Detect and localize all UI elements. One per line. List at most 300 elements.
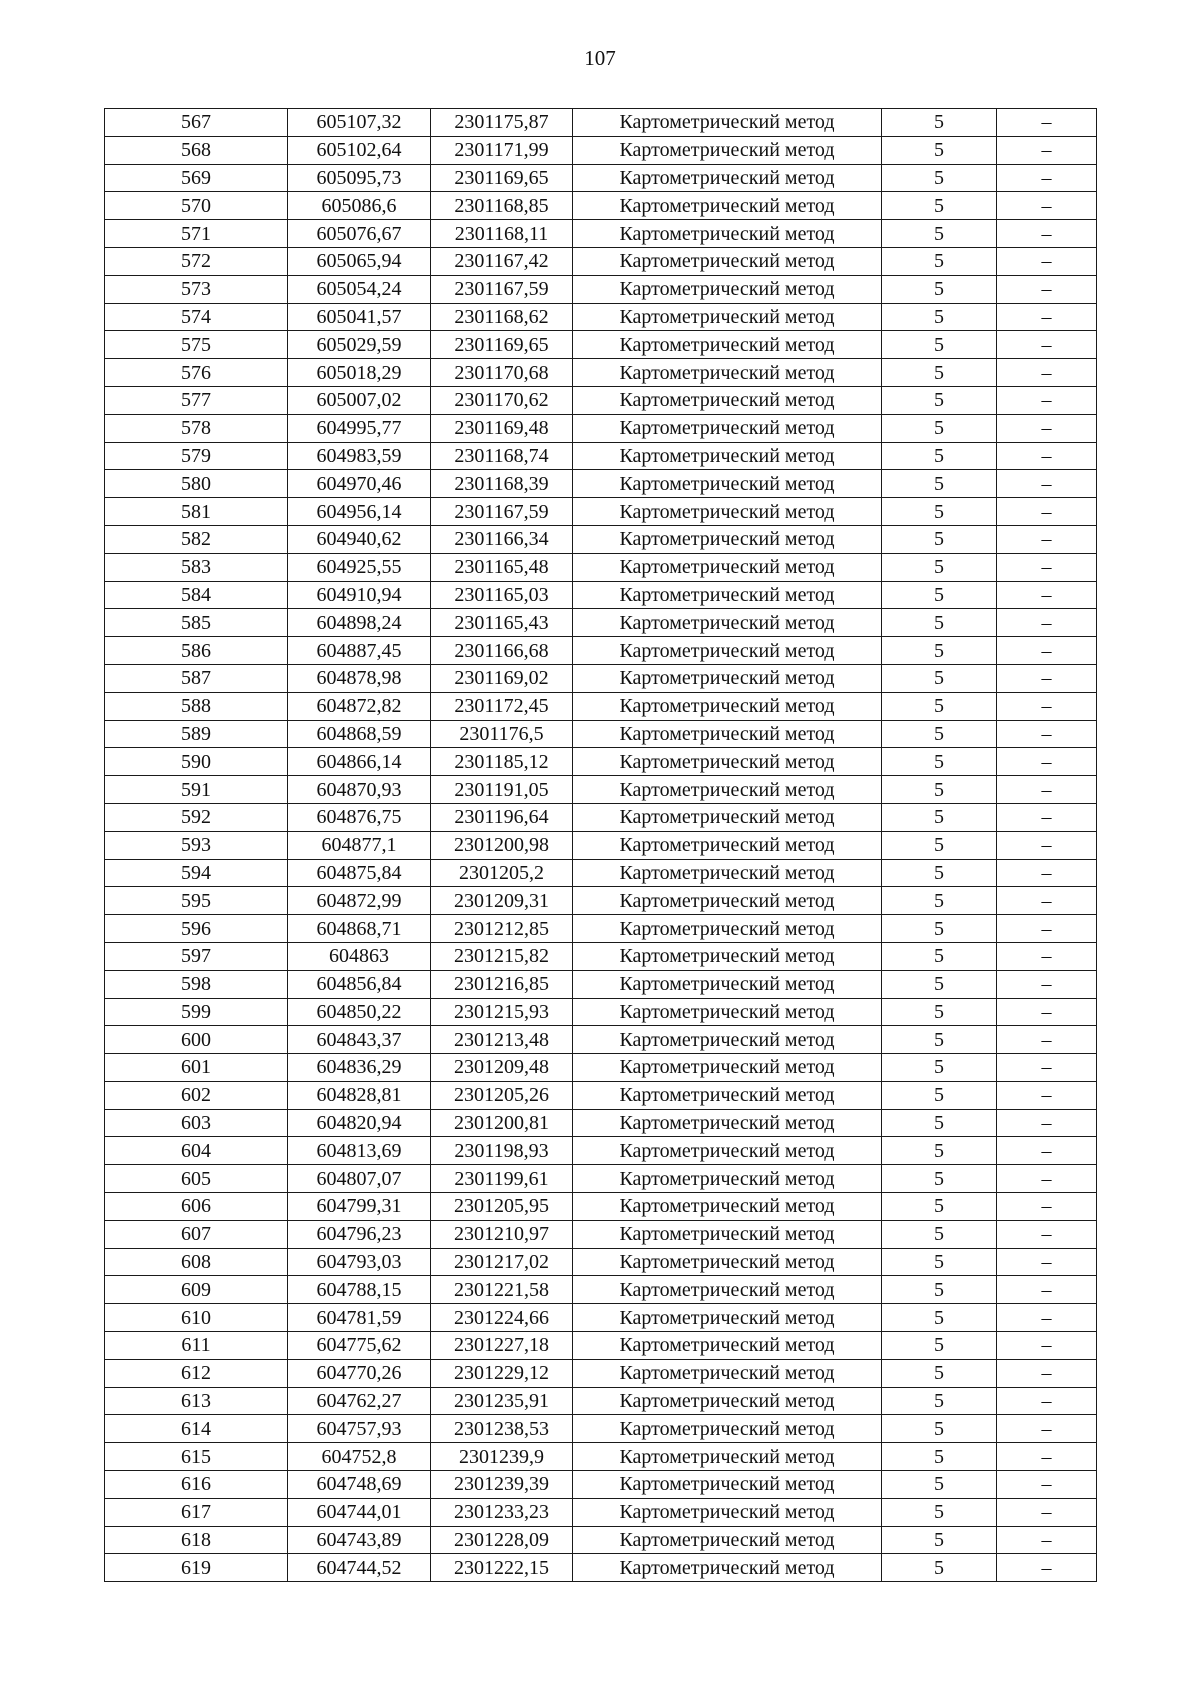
point-number-cell: 602: [105, 1081, 288, 1109]
dash-cell: –: [997, 442, 1097, 470]
table-row: [105, 1193, 1097, 1221]
table-body: [105, 109, 1097, 1582]
point-number-cell: 597: [105, 942, 288, 970]
table-row: [105, 1471, 1097, 1499]
dash-cell: –: [997, 386, 1097, 414]
x-coordinate-cell: 605007,02: [288, 386, 431, 414]
x-coordinate-cell: 605102,64: [288, 136, 431, 164]
x-coordinate-cell: 604995,77: [288, 414, 431, 442]
point-number-cell: 582: [105, 525, 288, 553]
y-coordinate-cell: 2301169,65: [431, 164, 573, 192]
accuracy-cell: 5: [882, 1359, 997, 1387]
y-coordinate-cell: 2301200,81: [431, 1109, 573, 1137]
dash-cell: –: [997, 1332, 1097, 1360]
dash-cell: –: [997, 414, 1097, 442]
x-coordinate-cell: 604970,46: [288, 470, 431, 498]
table-row: [105, 109, 1097, 137]
table-row: [105, 553, 1097, 581]
dash-cell: –: [997, 887, 1097, 915]
point-number-cell: 616: [105, 1471, 288, 1499]
dash-cell: –: [997, 1471, 1097, 1499]
accuracy-cell: 5: [882, 720, 997, 748]
accuracy-cell: 5: [882, 164, 997, 192]
point-number-cell: 586: [105, 637, 288, 665]
accuracy-cell: 5: [882, 136, 997, 164]
accuracy-cell: 5: [882, 1248, 997, 1276]
dash-cell: –: [997, 303, 1097, 331]
x-coordinate-cell: 604807,07: [288, 1165, 431, 1193]
y-coordinate-cell: 2301168,74: [431, 442, 573, 470]
accuracy-cell: 5: [882, 609, 997, 637]
x-coordinate-cell: 604843,37: [288, 1026, 431, 1054]
x-coordinate-cell: 604793,03: [288, 1248, 431, 1276]
accuracy-cell: 5: [882, 1332, 997, 1360]
method-cell: Картометрический метод: [573, 1193, 882, 1221]
method-cell: Картометрический метод: [573, 1498, 882, 1526]
x-coordinate-cell: 605054,24: [288, 275, 431, 303]
table-row: [105, 1054, 1097, 1082]
y-coordinate-cell: 2301228,09: [431, 1526, 573, 1554]
y-coordinate-cell: 2301212,85: [431, 915, 573, 943]
table-row: [105, 1554, 1097, 1582]
table-row: [105, 637, 1097, 665]
x-coordinate-cell: 604748,69: [288, 1471, 431, 1499]
accuracy-cell: 5: [882, 498, 997, 526]
accuracy-cell: 5: [882, 1415, 997, 1443]
point-number-cell: 585: [105, 609, 288, 637]
x-coordinate-cell: 604788,15: [288, 1276, 431, 1304]
accuracy-cell: 5: [882, 1220, 997, 1248]
accuracy-cell: 5: [882, 803, 997, 831]
method-cell: Картометрический метод: [573, 414, 882, 442]
x-coordinate-cell: 605029,59: [288, 331, 431, 359]
table-row: [105, 136, 1097, 164]
table-row: [105, 915, 1097, 943]
accuracy-cell: 5: [882, 692, 997, 720]
accuracy-cell: 5: [882, 359, 997, 387]
method-cell: Картометрический метод: [573, 1526, 882, 1554]
dash-cell: –: [997, 275, 1097, 303]
y-coordinate-cell: 2301167,59: [431, 498, 573, 526]
dash-cell: –: [997, 1109, 1097, 1137]
x-coordinate-cell: 604876,75: [288, 803, 431, 831]
accuracy-cell: 5: [882, 1081, 997, 1109]
method-cell: Картометрический метод: [573, 220, 882, 248]
dash-cell: –: [997, 1193, 1097, 1221]
accuracy-cell: 5: [882, 942, 997, 970]
table-row: [105, 359, 1097, 387]
y-coordinate-cell: 2301166,34: [431, 525, 573, 553]
method-cell: Картометрический метод: [573, 359, 882, 387]
x-coordinate-cell: 604872,99: [288, 887, 431, 915]
table-row: [105, 581, 1097, 609]
dash-cell: –: [997, 1220, 1097, 1248]
accuracy-cell: 5: [882, 1554, 997, 1582]
accuracy-cell: 5: [882, 1026, 997, 1054]
dash-cell: –: [997, 1526, 1097, 1554]
accuracy-cell: 5: [882, 414, 997, 442]
point-number-cell: 604: [105, 1137, 288, 1165]
dash-cell: –: [997, 1498, 1097, 1526]
method-cell: Картометрический метод: [573, 1471, 882, 1499]
point-number-cell: 588: [105, 692, 288, 720]
x-coordinate-cell: 604744,52: [288, 1554, 431, 1582]
table-row: [105, 776, 1097, 804]
method-cell: Картометрический метод: [573, 664, 882, 692]
table-row: [105, 1415, 1097, 1443]
method-cell: Картометрический метод: [573, 831, 882, 859]
method-cell: Картометрический метод: [573, 1248, 882, 1276]
table-row: [105, 275, 1097, 303]
point-number-cell: 613: [105, 1387, 288, 1415]
method-cell: Картометрический метод: [573, 470, 882, 498]
table-row: [105, 220, 1097, 248]
method-cell: Картометрический метод: [573, 1359, 882, 1387]
accuracy-cell: 5: [882, 748, 997, 776]
accuracy-cell: 5: [882, 386, 997, 414]
accuracy-cell: 5: [882, 664, 997, 692]
method-cell: Картометрический метод: [573, 1554, 882, 1582]
point-number-cell: 581: [105, 498, 288, 526]
x-coordinate-cell: 604863: [288, 942, 431, 970]
method-cell: Картометрический метод: [573, 803, 882, 831]
dash-cell: –: [997, 692, 1097, 720]
point-number-cell: 592: [105, 803, 288, 831]
y-coordinate-cell: 2301167,42: [431, 247, 573, 275]
dash-cell: –: [997, 1304, 1097, 1332]
method-cell: Картометрический метод: [573, 776, 882, 804]
table-row: [105, 386, 1097, 414]
accuracy-cell: 5: [882, 1109, 997, 1137]
method-cell: Картометрический метод: [573, 998, 882, 1026]
x-coordinate-cell: 604875,84: [288, 859, 431, 887]
x-coordinate-cell: 604887,45: [288, 637, 431, 665]
accuracy-cell: 5: [882, 581, 997, 609]
accuracy-cell: 5: [882, 275, 997, 303]
x-coordinate-cell: 604872,82: [288, 692, 431, 720]
y-coordinate-cell: 2301215,93: [431, 998, 573, 1026]
point-number-cell: 612: [105, 1359, 288, 1387]
dash-cell: –: [997, 915, 1097, 943]
table-row: [105, 1498, 1097, 1526]
x-coordinate-cell: 604796,23: [288, 1220, 431, 1248]
y-coordinate-cell: 2301239,39: [431, 1471, 573, 1499]
x-coordinate-cell: 604752,8: [288, 1443, 431, 1471]
y-coordinate-cell: 2301169,02: [431, 664, 573, 692]
table-row: [105, 442, 1097, 470]
point-number-cell: 570: [105, 192, 288, 220]
table-row: [105, 303, 1097, 331]
method-cell: Картометрический метод: [573, 247, 882, 275]
method-cell: Картометрический метод: [573, 1165, 882, 1193]
point-number-cell: 607: [105, 1220, 288, 1248]
y-coordinate-cell: 2301168,62: [431, 303, 573, 331]
dash-cell: –: [997, 720, 1097, 748]
table-row: [105, 1332, 1097, 1360]
y-coordinate-cell: 2301198,93: [431, 1137, 573, 1165]
y-coordinate-cell: 2301185,12: [431, 748, 573, 776]
accuracy-cell: 5: [882, 331, 997, 359]
accuracy-cell: 5: [882, 915, 997, 943]
method-cell: Картометрический метод: [573, 942, 882, 970]
table-row: [105, 192, 1097, 220]
y-coordinate-cell: 2301221,58: [431, 1276, 573, 1304]
dash-cell: –: [997, 1554, 1097, 1582]
method-cell: Картометрический метод: [573, 609, 882, 637]
accuracy-cell: 5: [882, 637, 997, 665]
x-coordinate-cell: 604868,71: [288, 915, 431, 943]
accuracy-cell: 5: [882, 220, 997, 248]
dash-cell: –: [997, 164, 1097, 192]
point-number-cell: 609: [105, 1276, 288, 1304]
accuracy-cell: 5: [882, 776, 997, 804]
page-number: 107: [584, 46, 616, 70]
point-number-cell: 591: [105, 776, 288, 804]
y-coordinate-cell: 2301165,43: [431, 609, 573, 637]
method-cell: Картометрический метод: [573, 1276, 882, 1304]
dash-cell: –: [997, 831, 1097, 859]
dash-cell: –: [997, 609, 1097, 637]
table-row: [105, 1109, 1097, 1137]
x-coordinate-cell: 604925,55: [288, 553, 431, 581]
table-row: [105, 970, 1097, 998]
y-coordinate-cell: 2301209,31: [431, 887, 573, 915]
x-coordinate-cell: 604743,89: [288, 1526, 431, 1554]
y-coordinate-cell: 2301239,9: [431, 1443, 573, 1471]
accuracy-cell: 5: [882, 442, 997, 470]
dash-cell: –: [997, 109, 1097, 137]
y-coordinate-cell: 2301168,39: [431, 470, 573, 498]
method-cell: Картометрический метод: [573, 1220, 882, 1248]
method-cell: Картометрический метод: [573, 1081, 882, 1109]
accuracy-cell: 5: [882, 1054, 997, 1082]
x-coordinate-cell: 604775,62: [288, 1332, 431, 1360]
x-coordinate-cell: 605107,32: [288, 109, 431, 137]
x-coordinate-cell: 604898,24: [288, 609, 431, 637]
table-row: [105, 331, 1097, 359]
dash-cell: –: [997, 136, 1097, 164]
table-row: [105, 803, 1097, 831]
accuracy-cell: 5: [882, 1471, 997, 1499]
dash-cell: –: [997, 525, 1097, 553]
y-coordinate-cell: 2301217,02: [431, 1248, 573, 1276]
dash-cell: –: [997, 581, 1097, 609]
point-number-cell: 579: [105, 442, 288, 470]
accuracy-cell: 5: [882, 525, 997, 553]
table-row: [105, 1081, 1097, 1109]
x-coordinate-cell: 604762,27: [288, 1387, 431, 1415]
y-coordinate-cell: 2301227,18: [431, 1332, 573, 1360]
x-coordinate-cell: 604870,93: [288, 776, 431, 804]
y-coordinate-cell: 2301165,03: [431, 581, 573, 609]
y-coordinate-cell: 2301169,65: [431, 331, 573, 359]
x-coordinate-cell: 605041,57: [288, 303, 431, 331]
point-number-cell: 603: [105, 1109, 288, 1137]
accuracy-cell: 5: [882, 1276, 997, 1304]
table-row: [105, 414, 1097, 442]
y-coordinate-cell: 2301176,5: [431, 720, 573, 748]
point-number-cell: 614: [105, 1415, 288, 1443]
method-cell: Картометрический метод: [573, 692, 882, 720]
point-number-cell: 569: [105, 164, 288, 192]
y-coordinate-cell: 2301175,87: [431, 109, 573, 137]
x-coordinate-cell: 604910,94: [288, 581, 431, 609]
method-cell: Картометрический метод: [573, 859, 882, 887]
y-coordinate-cell: 2301235,91: [431, 1387, 573, 1415]
x-coordinate-cell: 604956,14: [288, 498, 431, 526]
x-coordinate-cell: 605065,94: [288, 247, 431, 275]
dash-cell: –: [997, 1081, 1097, 1109]
x-coordinate-cell: 605086,6: [288, 192, 431, 220]
method-cell: Картометрический метод: [573, 1332, 882, 1360]
accuracy-cell: 5: [882, 859, 997, 887]
table-row: [105, 720, 1097, 748]
dash-cell: –: [997, 1137, 1097, 1165]
x-coordinate-cell: 604868,59: [288, 720, 431, 748]
point-number-cell: 587: [105, 664, 288, 692]
method-cell: Картометрический метод: [573, 915, 882, 943]
y-coordinate-cell: 2301170,68: [431, 359, 573, 387]
accuracy-cell: 5: [882, 247, 997, 275]
x-coordinate-cell: 604744,01: [288, 1498, 431, 1526]
y-coordinate-cell: 2301169,48: [431, 414, 573, 442]
method-cell: Картометрический метод: [573, 1109, 882, 1137]
dash-cell: –: [997, 359, 1097, 387]
table-row: [105, 1276, 1097, 1304]
dash-cell: –: [997, 331, 1097, 359]
point-number-cell: 608: [105, 1248, 288, 1276]
table-row: [105, 1304, 1097, 1332]
point-number-cell: 610: [105, 1304, 288, 1332]
point-number-cell: 584: [105, 581, 288, 609]
accuracy-cell: 5: [882, 831, 997, 859]
method-cell: Картометрический метод: [573, 748, 882, 776]
accuracy-cell: 5: [882, 887, 997, 915]
accuracy-cell: 5: [882, 470, 997, 498]
point-number-cell: 601: [105, 1054, 288, 1082]
dash-cell: –: [997, 803, 1097, 831]
y-coordinate-cell: 2301199,61: [431, 1165, 573, 1193]
method-cell: Картометрический метод: [573, 1415, 882, 1443]
point-number-cell: 606: [105, 1193, 288, 1221]
x-coordinate-cell: 604813,69: [288, 1137, 431, 1165]
table-row: [105, 1387, 1097, 1415]
point-number-cell: 576: [105, 359, 288, 387]
dash-cell: –: [997, 1276, 1097, 1304]
x-coordinate-cell: 604757,93: [288, 1415, 431, 1443]
dash-cell: –: [997, 1443, 1097, 1471]
dash-cell: –: [997, 1359, 1097, 1387]
method-cell: Картометрический метод: [573, 1026, 882, 1054]
point-number-cell: 575: [105, 331, 288, 359]
table-row: [105, 1026, 1097, 1054]
method-cell: Картометрический метод: [573, 331, 882, 359]
y-coordinate-cell: 2301200,98: [431, 831, 573, 859]
x-coordinate-cell: 604850,22: [288, 998, 431, 1026]
method-cell: Картометрический метод: [573, 386, 882, 414]
method-cell: Картометрический метод: [573, 1137, 882, 1165]
accuracy-cell: 5: [882, 109, 997, 137]
point-number-cell: 567: [105, 109, 288, 137]
table-row: [105, 1220, 1097, 1248]
accuracy-cell: 5: [882, 1304, 997, 1332]
table-row: [105, 942, 1097, 970]
table-row: [105, 498, 1097, 526]
x-coordinate-cell: 605095,73: [288, 164, 431, 192]
point-number-cell: 574: [105, 303, 288, 331]
coordinates-table: [104, 108, 1097, 1582]
table-row: [105, 1443, 1097, 1471]
dash-cell: –: [997, 1415, 1097, 1443]
point-number-cell: 594: [105, 859, 288, 887]
point-number-cell: 583: [105, 553, 288, 581]
y-coordinate-cell: 2301213,48: [431, 1026, 573, 1054]
table-row: [105, 859, 1097, 887]
point-number-cell: 580: [105, 470, 288, 498]
y-coordinate-cell: 2301166,68: [431, 637, 573, 665]
dash-cell: –: [997, 220, 1097, 248]
y-coordinate-cell: 2301171,99: [431, 136, 573, 164]
dash-cell: –: [997, 498, 1097, 526]
y-coordinate-cell: 2301168,85: [431, 192, 573, 220]
dash-cell: –: [997, 553, 1097, 581]
table-row: [105, 1359, 1097, 1387]
table-row: [105, 1137, 1097, 1165]
point-number-cell: 619: [105, 1554, 288, 1582]
dash-cell: –: [997, 192, 1097, 220]
table-row: [105, 887, 1097, 915]
point-number-cell: 589: [105, 720, 288, 748]
method-cell: Картометрический метод: [573, 442, 882, 470]
dash-cell: –: [997, 859, 1097, 887]
y-coordinate-cell: 2301165,48: [431, 553, 573, 581]
x-coordinate-cell: 604828,81: [288, 1081, 431, 1109]
accuracy-cell: 5: [882, 1387, 997, 1415]
point-number-cell: 611: [105, 1332, 288, 1360]
x-coordinate-cell: 604836,29: [288, 1054, 431, 1082]
dash-cell: –: [997, 637, 1097, 665]
method-cell: Картометрический метод: [573, 887, 882, 915]
y-coordinate-cell: 2301205,2: [431, 859, 573, 887]
dash-cell: –: [997, 247, 1097, 275]
table-row: [105, 664, 1097, 692]
x-coordinate-cell: 605018,29: [288, 359, 431, 387]
point-number-cell: 600: [105, 1026, 288, 1054]
accuracy-cell: 5: [882, 1193, 997, 1221]
x-coordinate-cell: 604820,94: [288, 1109, 431, 1137]
y-coordinate-cell: 2301205,95: [431, 1193, 573, 1221]
y-coordinate-cell: 2301170,62: [431, 386, 573, 414]
point-number-cell: 590: [105, 748, 288, 776]
y-coordinate-cell: 2301224,66: [431, 1304, 573, 1332]
dash-cell: –: [997, 776, 1097, 804]
table-row: [105, 998, 1097, 1026]
dash-cell: –: [997, 998, 1097, 1026]
point-number-cell: 568: [105, 136, 288, 164]
dash-cell: –: [997, 470, 1097, 498]
dash-cell: –: [997, 1165, 1097, 1193]
method-cell: Картометрический метод: [573, 720, 882, 748]
accuracy-cell: 5: [882, 970, 997, 998]
y-coordinate-cell: 2301196,64: [431, 803, 573, 831]
y-coordinate-cell: 2301209,48: [431, 1054, 573, 1082]
table-row: [105, 525, 1097, 553]
x-coordinate-cell: 604770,26: [288, 1359, 431, 1387]
accuracy-cell: 5: [882, 1165, 997, 1193]
method-cell: Картометрический метод: [573, 1443, 882, 1471]
y-coordinate-cell: 2301216,85: [431, 970, 573, 998]
method-cell: Картометрический метод: [573, 553, 882, 581]
